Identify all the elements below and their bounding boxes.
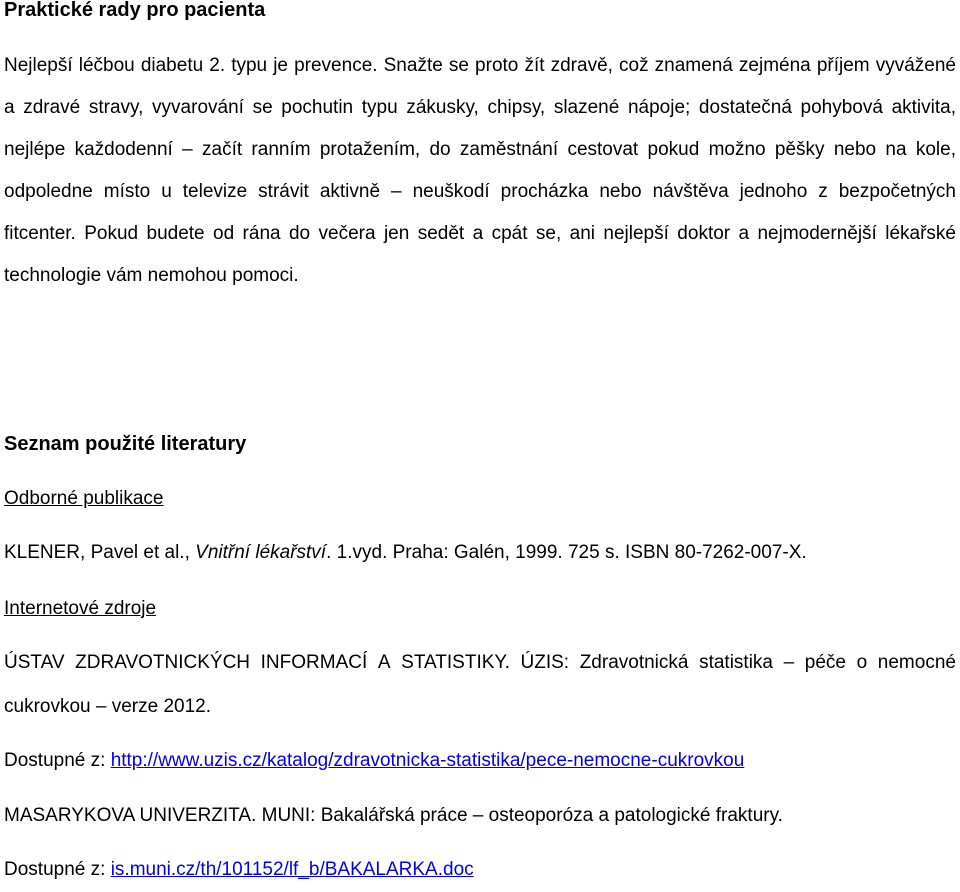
uzis-word: INFORMACÍ: [260, 652, 368, 673]
uzis-word: Zdravotnická: [579, 652, 689, 673]
bibliography-title: Seznam použité literatury: [4, 433, 247, 455]
internet-sources-heading: Internetové zdroje: [4, 598, 157, 619]
book-details: . 1.vyd. Praha: Galén, 1999. 725 s. ISBN 80-7262-007-X.: [326, 542, 807, 563]
uzis-available-label: Dostupné z:: [4, 750, 106, 771]
muni-citation: MASARYKOVA UNIVERZITA. MUNI: Bakalářská práce – osteoporóza a patologické fraktury.: [4, 805, 783, 826]
uzis-word: –: [783, 652, 795, 673]
uzis-word: ÚZIS:: [520, 652, 570, 673]
muni-available-label: Dostupné z:: [4, 859, 106, 880]
book-citation: [4, 540, 807, 566]
uzis-word: STATISTIKY.: [401, 652, 510, 673]
muni-availability: [4, 857, 474, 883]
uzis-word: ZDRAVOTNICKÝCH: [75, 652, 251, 673]
uzis-availability: [4, 748, 744, 774]
uzis-word: nemocné: [877, 652, 956, 673]
uzis-citation-line-2: cukrovkou – verze 2012.: [4, 696, 212, 717]
uzis-word: A: [377, 652, 391, 673]
book-title: Vnitřní lékařství: [195, 542, 327, 563]
book-author: KLENER, Pavel et al.,: [4, 542, 190, 563]
uzis-word: o: [856, 652, 868, 673]
advice-paragraph: Nejlepší léčbou diabetu 2. typu je prevence. Snažte se proto žít zdravě, což znamená zejména příjem vyvážené a zdravé stravy, vyvarování se pochutin typu zákusky, chipsy, slazené nápoje; dostatečná pohybová aktivita, nejlépe každodenní – začít ranním protažením, do zaměstnání cestovat pokud možno pěšky nebo na kole, odpoledne místo u televize strávit aktivně – neuškodí procházka nebo návštěva jednoho z bezpočetných fitcenter. Pokud budete od rána do večera jen sedět a cpát se, ani nejlepší doktor a nejmodernější lékařské technologie vám nemohou pomoci.: [4, 55, 956, 286]
professional-publications-heading: Odborné publikace: [4, 488, 164, 509]
uzis-word: statistika: [699, 652, 773, 673]
uzis-citation-line-1: [4, 650, 956, 676]
uzis-word: ÚSTAV: [4, 652, 65, 673]
uzis-url-link[interactable]: http://www.uzis.cz/katalog/zdravotnicka-statistika/pece-nemocne-cukrovkou: [110, 750, 745, 771]
uzis-word: péče: [804, 652, 846, 673]
advice-title: Praktické rady pro pacienta: [4, 0, 266, 21]
muni-url-link[interactable]: is.muni.cz/th/101152/lf_b/BAKALARKA.doc: [110, 859, 474, 880]
